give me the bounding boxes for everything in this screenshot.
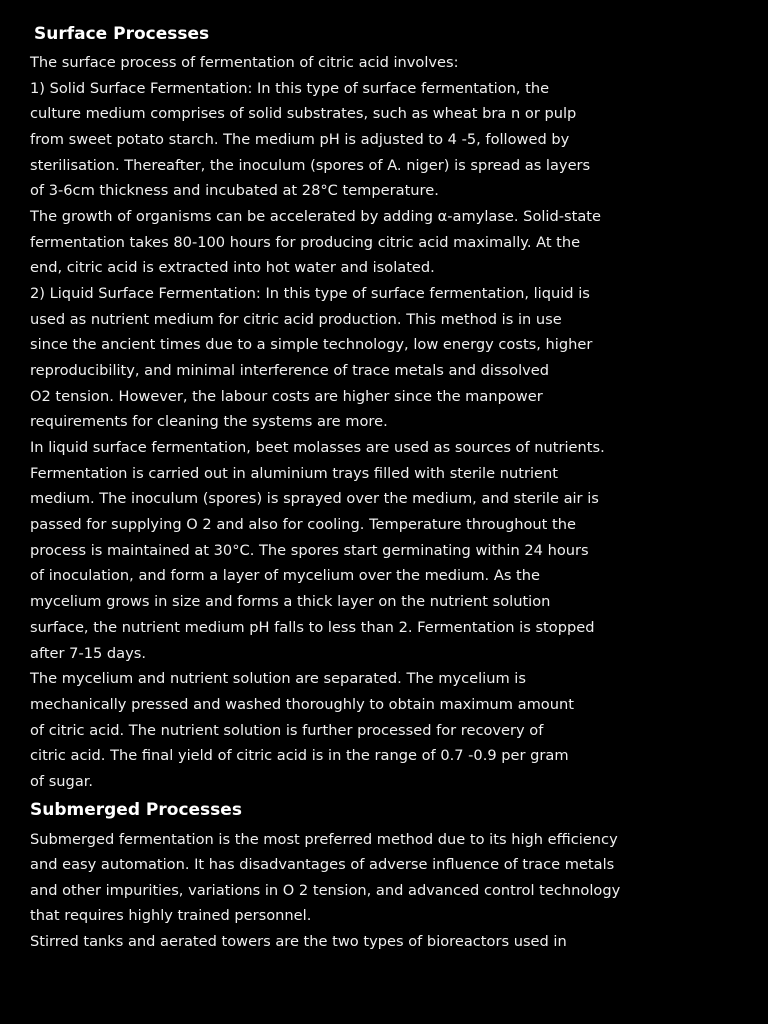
text-line: of sugar. [30,773,94,790]
text-line: The mycelium and nutrient solution are separated. The mycelium is [30,670,526,687]
text-line: of inoculation, and form a layer of mycelium over the medium. As the [30,567,541,584]
text-line: 2) Liquid Surface Fermentation: In this type of surface fermentation, liquid is [30,285,590,302]
text-line: requirements for cleaning the systems are more. [30,413,388,430]
text-line: process is maintained at 30°C. The spores start germinating within 24 hours [30,542,589,559]
text-line: culture medium comprises of solid substrates, such as wheat bra n or pulp [30,105,577,122]
text-line: Submerged fermentation is the most preferred method due to its high efficiency [30,831,618,848]
text-line: used as nutrient medium for citric acid production. This method is in use [30,311,562,328]
text-line: mechanically pressed and washed thoroughly to obtain maximum amount [30,696,574,713]
text-line: mycelium grows in size and forms a thick layer on the nutrient solution [30,593,551,610]
text-line: of citric acid. The nutrient solution is further processed for recovery of [30,722,544,739]
text-line: In liquid surface fermentation, beet molasses are used as sources of nutrients. [30,439,605,456]
text-line: that requires highly trained personnel. [30,907,312,924]
text-line: O2 tension. However, the labour costs are higher since the manpower [30,388,543,405]
text-line: surface, the nutrient medium pH falls to less than 2. Fermentation is stopped [30,619,595,636]
text-line: sterilisation. Thereafter, the inoculum (spores of A. niger) is spread as layers [30,157,591,174]
text-line: fermentation takes 80-100 hours for producing citric acid maximally. At the [30,234,581,251]
heading-surface-processes: Surface Processes [34,24,210,44]
text-line: reproducibility, and minimal interference of trace metals and dissolved [30,362,550,379]
text-line: medium. The inoculum (spores) is sprayed over the medium, and sterile air is [30,490,599,507]
text-line: since the ancient times due to a simple technology, low energy costs, higher [30,336,593,353]
text-line: citric acid. The final yield of citric acid is in the range of 0.7 -0.9 per gram [30,747,569,764]
text-line: The growth of organisms can be accelerated by adding α-amylase. Solid-state [30,208,601,225]
text-line: of 3-6cm thickness and incubated at 28°C temperature. [30,182,439,199]
text-line: Fermentation is carried out in aluminium trays filled with sterile nutrient [30,465,558,482]
text-line: 1) Solid Surface Fermentation: In this type of surface fermentation, the [30,80,550,97]
text-line: after 7-15 days. [30,645,147,662]
text-line: The surface process of fermentation of citric acid involves: [30,54,459,71]
text-line: end, citric acid is extracted into hot water and isolated. [30,259,435,276]
heading-submerged-processes: Submerged Processes [30,800,242,820]
text-line: passed for supplying O 2 and also for cooling. Temperature throughout the [30,516,576,533]
text-line: and easy automation. It has disadvantages of adverse influence of trace metals [30,856,615,873]
text-line: and other impurities, variations in O 2 tension, and advanced control technology [30,882,621,899]
text-line: Stirred tanks and aerated towers are the two types of bioreactors used in [30,933,567,950]
text-line: from sweet potato starch. The medium pH is adjusted to 4 -5, followed by [30,131,570,148]
